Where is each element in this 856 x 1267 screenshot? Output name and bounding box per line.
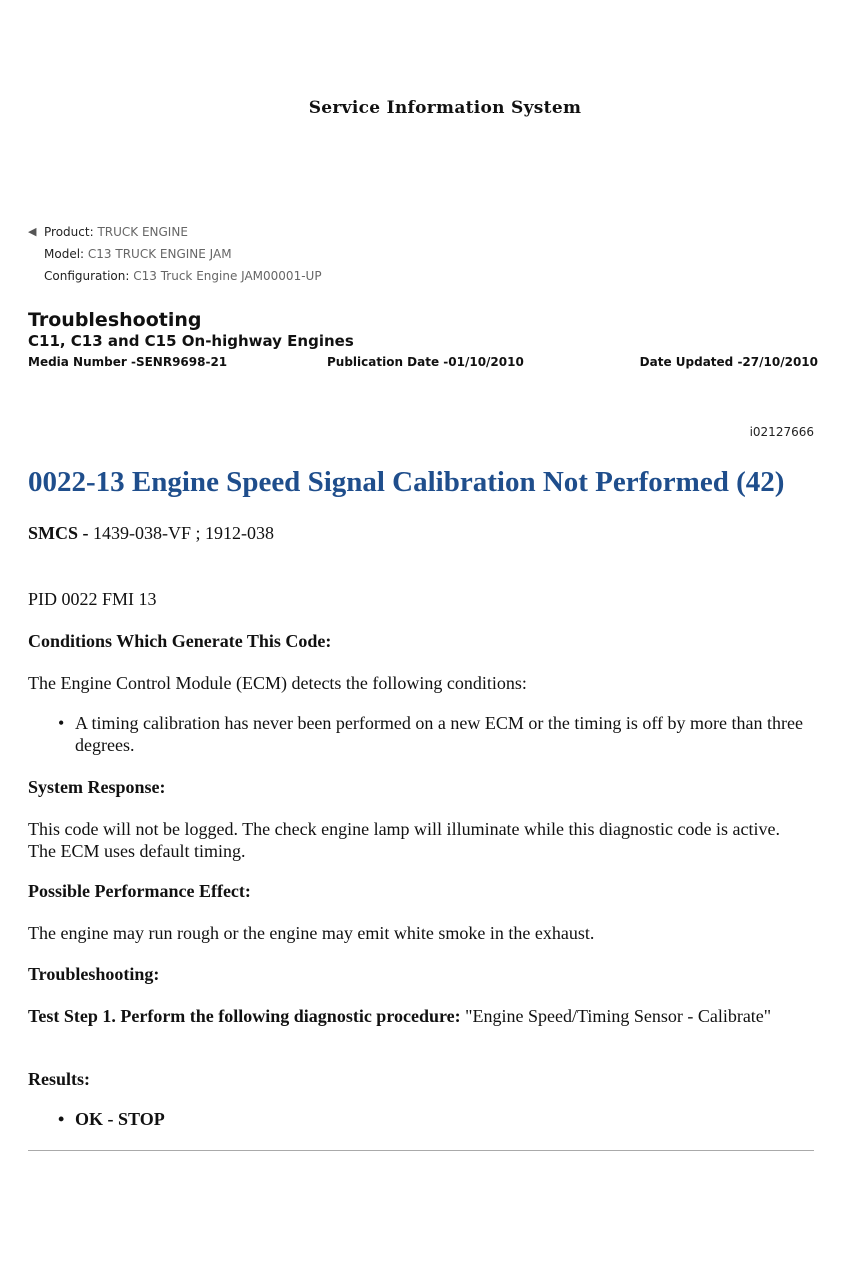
pid-line: PID 0022 FMI 13 [28, 589, 157, 609]
product-info [28, 224, 322, 290]
system-response-text: This code will not be logged. The check engine lamp will illuminate while this diagnostic code is active. The ECM uses default timing. [28, 819, 780, 861]
troubleshooting-heading: Troubleshooting: [28, 964, 160, 984]
smcs-value: 1439-038-VF ; 1912-038 [93, 523, 275, 543]
model-row [28, 246, 322, 268]
site-title: Service Information System [308, 98, 582, 118]
conditions-heading: Conditions Which Generate This Code: [28, 631, 332, 651]
document-header [28, 309, 818, 373]
product-row [28, 224, 322, 246]
media-number: Media Number -SENR9698-21 [28, 355, 228, 369]
configuration-label: Configuration: [44, 269, 130, 283]
product-value: TRUCK ENGINE [97, 225, 188, 239]
model-label: Model: [44, 247, 85, 261]
condition-item: • A timing calibration has never been performed on a new ECM or the timing is off by more than three degrees. [28, 712, 818, 756]
publication-date: Publication Date -01/10/2010 [327, 355, 524, 369]
product-label: Product: [44, 225, 94, 239]
configuration-value: C13 Truck Engine JAM00001-UP [133, 269, 322, 283]
article-title: 0022-13 Engine Speed Signal Calibration Not Performed (42) [28, 466, 785, 498]
test-step-1 [28, 1005, 788, 1027]
document-subtitle: C11, C13 and C15 On-highway Engines [28, 332, 354, 350]
configuration-row [28, 268, 322, 290]
results-list [28, 1108, 818, 1130]
results-heading: Results: [28, 1069, 90, 1089]
model-value: C13 TRUCK ENGINE JAM [87, 247, 232, 261]
smcs-label: SMCS - [28, 523, 89, 543]
system-response-heading: System Response: [28, 777, 166, 797]
document-id: i02127666 [749, 425, 814, 439]
test-step-procedure: "Engine Speed/Timing Sensor - Calibrate" [465, 1006, 772, 1026]
publication-info [28, 355, 818, 373]
conditions-list [28, 712, 818, 756]
conditions-intro: The Engine Control Module (ECM) detects the following conditions: [28, 673, 527, 693]
smcs-line [28, 522, 274, 544]
result-item: • OK - STOP [28, 1108, 818, 1130]
performance-text: The engine may run rough or the engine may emit white smoke in the exhaust. [28, 923, 595, 943]
bottom-divider [28, 1150, 814, 1151]
date-updated: Date Updated -27/10/2010 [639, 355, 818, 369]
performance-heading: Possible Performance Effect: [28, 881, 251, 901]
document-title: Troubleshooting [28, 309, 202, 331]
test-step-label: Test Step 1. Perform the following diagnostic procedure: [28, 1006, 461, 1026]
back-arrow-icon[interactable]: ◀ [28, 225, 37, 238]
